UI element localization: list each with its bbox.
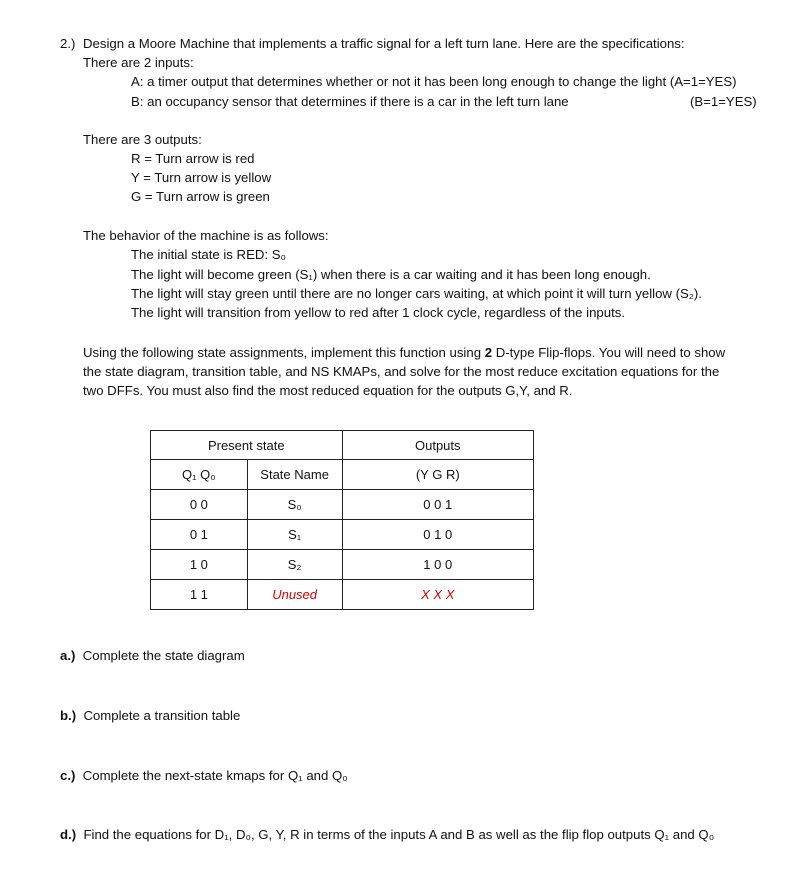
output-y: Y = Turn arrow is yellow bbox=[131, 170, 272, 185]
q-value: 0 1 bbox=[151, 520, 248, 550]
table-row bbox=[151, 520, 534, 550]
part-d: d.) Find the equations for D₁, D₀, G, Y, R in terms of the inputs A and B as well as the flip flop outputs Q₁ and Q₀ bbox=[60, 827, 715, 842]
table-row bbox=[151, 490, 534, 520]
output-value: 0 1 0 bbox=[342, 520, 533, 550]
instruction-line-3: two DFFs. You must also find the most reduced equation for the outputs G,Y, and R. bbox=[83, 383, 573, 398]
input-b-note: (B=1=YES) bbox=[690, 94, 757, 109]
table-row bbox=[151, 550, 534, 580]
state-name: S₂ bbox=[247, 550, 342, 580]
ygr-header: (Y G R) bbox=[342, 460, 533, 490]
state-assignment-table bbox=[150, 430, 534, 610]
present-state-header: Present state bbox=[151, 431, 343, 460]
output-value: 0 0 1 bbox=[342, 490, 533, 520]
table-row bbox=[151, 580, 534, 610]
question-title: Design a Moore Machine that implements a traffic signal for a left turn lane. Here are the specifications: bbox=[83, 36, 685, 51]
part-b: b.) Complete a transition table bbox=[60, 708, 241, 723]
behavior-line-3: The light will stay green until there are no longer cars waiting, at which point it will turn yellow (S₂). bbox=[131, 286, 702, 301]
outputs-intro: There are 3 outputs: bbox=[83, 132, 202, 147]
question-number: 2.) bbox=[60, 36, 76, 51]
q-value: 0 0 bbox=[151, 490, 248, 520]
instruction-line-1: Using the following state assignments, implement this function using 2 D-type Flip-flops. You will need to show bbox=[83, 345, 726, 360]
instruction-line-2: the state diagram, transition table, and NS KMAPs, and solve for the most reduce excitation equations for the bbox=[83, 364, 720, 379]
state-name-header: State Name bbox=[247, 460, 342, 490]
state-name: S₁ bbox=[247, 520, 342, 550]
output-r: R = Turn arrow is red bbox=[131, 151, 255, 166]
outputs-header: Outputs bbox=[342, 431, 533, 460]
state-name: S₀ bbox=[247, 490, 342, 520]
output-value: 1 0 0 bbox=[342, 550, 533, 580]
behavior-line-1: The initial state is RED: S₀ bbox=[131, 247, 286, 262]
output-value-unused: X X X bbox=[342, 580, 533, 610]
state-name-unused: Unused bbox=[247, 580, 342, 610]
q-value: 1 0 bbox=[151, 550, 248, 580]
inputs-intro: There are 2 inputs: bbox=[83, 55, 194, 70]
q-value: 1 1 bbox=[151, 580, 248, 610]
input-b-text: B: an occupancy sensor that determines if there is a car in the left turn lane bbox=[131, 94, 569, 109]
behavior-intro: The behavior of the machine is as follows: bbox=[83, 228, 329, 243]
part-c: c.) Complete the next-state kmaps for Q₁ and Q₀ bbox=[60, 768, 348, 783]
behavior-line-2: The light will become green (S₁) when there is a car waiting and it has been long enough. bbox=[131, 267, 651, 282]
part-a: a.) Complete the state diagram bbox=[60, 648, 245, 663]
behavior-line-4: The light will transition from yellow to red after 1 clock cycle, regardless of the inputs. bbox=[131, 305, 626, 320]
q-column-header: Q₁ Q₀ bbox=[151, 460, 248, 490]
output-g: G = Turn arrow is green bbox=[131, 189, 270, 204]
input-a-text: A: a timer output that determines whether or not it has been long enough to change the light (A=1=YES) bbox=[131, 74, 737, 89]
